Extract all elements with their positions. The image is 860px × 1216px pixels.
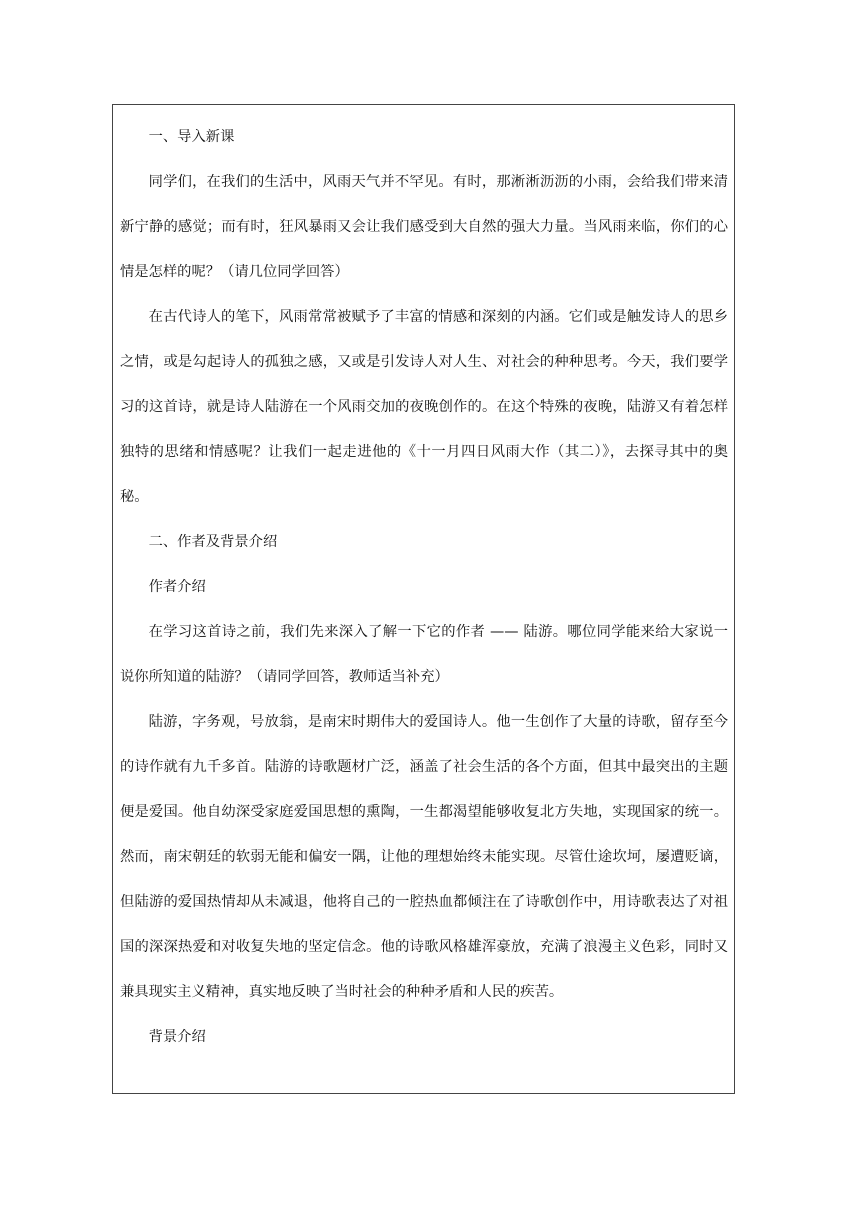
document-body [120, 115, 728, 1060]
section-heading-intro: 一、导入新课 [148, 129, 235, 145]
content-box [112, 104, 735, 1094]
paragraph: 在学习这首诗之前，我们先来深入了解一下它的作者 —— 陆游。哪位同学能来给大家说一说你所知道的陆游？（请同学回答，教师适当补充） [120, 624, 728, 685]
paragraph: 在古代诗人的笔下，风雨常常被赋予了丰富的情感和深刻的内涵。它们或是触发诗人的思乡之情，或是勾起诗人的孤独之感，又或是引发诗人对人生、对社会的种种思考。今天，我们要学习的这首诗，就是诗人陆游在一个风雨交加的夜晚创作的。在这个特殊的夜晚，陆游又有着怎样独特的思绪和情感呢？让我们一起走进他的《十一月四日风雨大作（其二）》，去探寻其中的奥秘。 [120, 309, 728, 505]
section-heading-author-background: 二、作者及背景介绍 [148, 534, 278, 550]
subheading-background: 背景介绍 [148, 1029, 206, 1045]
paragraph: 陆游，字务观，号放翁，是南宋时期伟大的爱国诗人。他一生创作了大量的诗歌，留存至今的诗作就有九千多首。陆游的诗歌题材广泛，涵盖了社会生活的各个方面，但其中最突出的主题便是爱国。他自幼深受家庭爱国思想的熏陶，一生都渴望能够收复北方失地，实现国家的统一。然而，南宋朝廷的软弱无能和偏安一隅，让他的理想始终未能实现。尽管仕途坎坷，屡遭贬谪，但陆游的爱国热情却从未减退，他将自己的一腔热血都倾注在了诗歌创作中，用诗歌表达了对祖国的深深热爱和对收复失地的坚定信念。他的诗歌风格雄浑豪放，充满了浪漫主义色彩，同时又兼具现实主义精神，真实地反映了当时社会的种种矛盾和人民的疾苦。 [120, 714, 728, 1000]
subheading-author: 作者介绍 [148, 579, 206, 595]
paragraph: 同学们，在我们的生活中，风雨天气并不罕见。有时，那淅淅沥沥的小雨，会给我们带来清新宁静的感觉；而有时，狂风暴雨又会让我们感受到大自然的强大力量。当风雨来临，你们的心情是怎样的呢？（请几位同学回答） [120, 174, 728, 280]
